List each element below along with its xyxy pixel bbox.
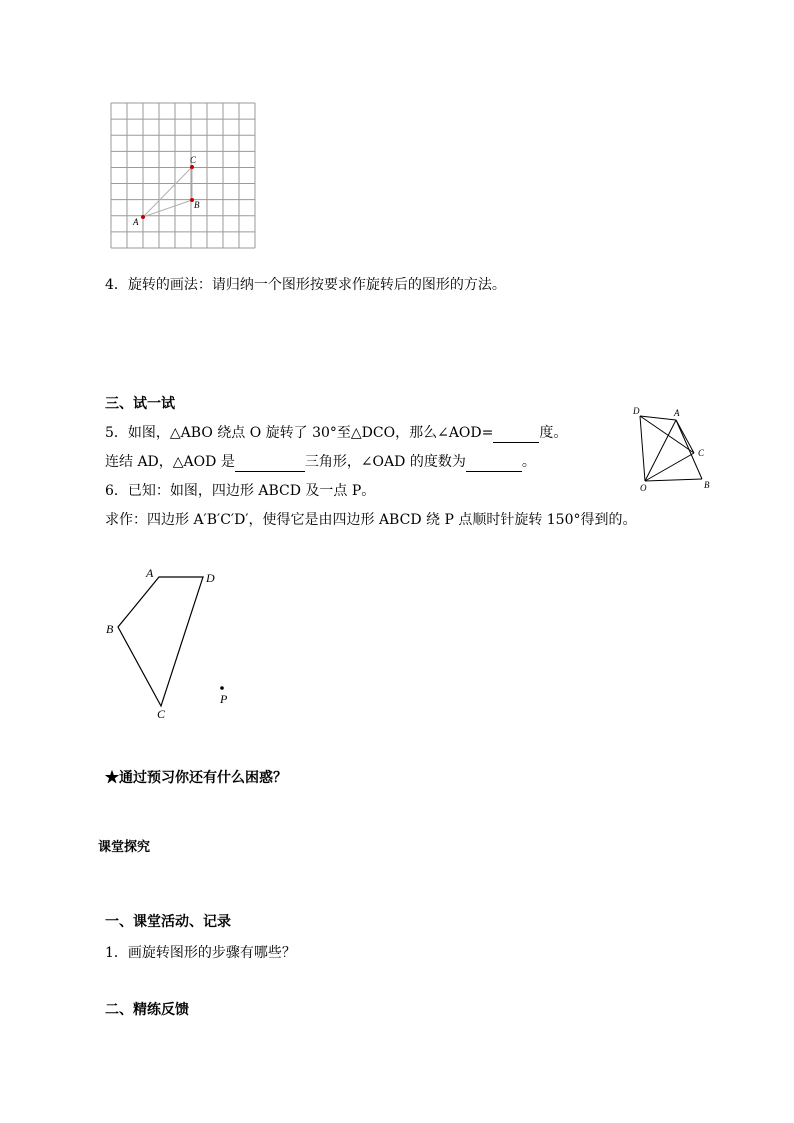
- segment-ac: [143, 167, 192, 217]
- point-p: [220, 686, 224, 690]
- q5-blank-angle[interactable]: [493, 427, 539, 443]
- label-c: C: [698, 448, 705, 458]
- edge-dc: [640, 416, 694, 453]
- label-d: D: [206, 571, 215, 585]
- label-c: C: [157, 707, 166, 721]
- label-a: A: [674, 408, 680, 418]
- q4-text: 旋转的画法：请归纳一个图形按要求作旋转后的图形的方法。: [127, 277, 506, 293]
- q4-line: [105, 275, 506, 295]
- quadrilateral-abcd: [118, 577, 203, 706]
- q5-line1: [105, 423, 567, 443]
- q5-blank-oad[interactable]: [466, 456, 522, 472]
- point-a: [141, 215, 145, 219]
- classroom-title: 课堂探究: [98, 840, 151, 855]
- q6-figure: [100, 560, 240, 726]
- q5-line1-b: 度。: [539, 425, 568, 441]
- q5-line2-b: 三角形，∠OAD 的度数为: [304, 454, 466, 470]
- section1-q1: 1．画旋转图形的步骤有哪些？: [105, 945, 296, 961]
- label-o: O: [640, 483, 647, 493]
- label-b: B: [194, 200, 200, 210]
- label-b: B: [106, 622, 114, 636]
- label-a: A: [146, 566, 154, 580]
- q5-line2-c: 。: [521, 454, 536, 470]
- q5-line1-a: 5．如图，△ABO 绕点 O 旋转了 30°至△DCO，那么∠AOD=: [105, 425, 494, 441]
- q6-line2: 求作：四边形 A′B′C′D′，使得它是由四边形 ABCD 绕 P 点顺时针旋转 150°得到的。: [105, 512, 637, 528]
- q5-blank-triangle[interactable]: [235, 456, 305, 472]
- q5-line2: [105, 452, 536, 472]
- grid-figure: [108, 100, 258, 252]
- section3-title: 三、试一试: [105, 396, 175, 412]
- label-p: P: [220, 692, 228, 706]
- label-a: A: [133, 217, 139, 227]
- edge-od: [640, 416, 645, 481]
- q4-number: 4．: [105, 277, 128, 293]
- section1-title: 一、课堂活动、记录: [105, 914, 231, 930]
- point-c: [190, 165, 194, 169]
- label-c: C: [190, 155, 197, 165]
- segment-ab: [143, 200, 192, 217]
- section2-title: 二、精练反馈: [105, 1002, 189, 1018]
- confusion-prompt: ★通过预习你还有什么困惑？: [105, 770, 287, 786]
- edge-ob: [645, 479, 702, 481]
- q5-figure: [628, 402, 720, 494]
- label-b: B: [704, 480, 710, 490]
- label-d: D: [633, 406, 640, 416]
- q5-line2-a: 连结 AD，△AOD 是: [105, 454, 235, 470]
- edge-ac: [676, 420, 694, 453]
- q6-line1: 6．已知：如图，四边形 ABCD 及一点 P。: [105, 483, 376, 499]
